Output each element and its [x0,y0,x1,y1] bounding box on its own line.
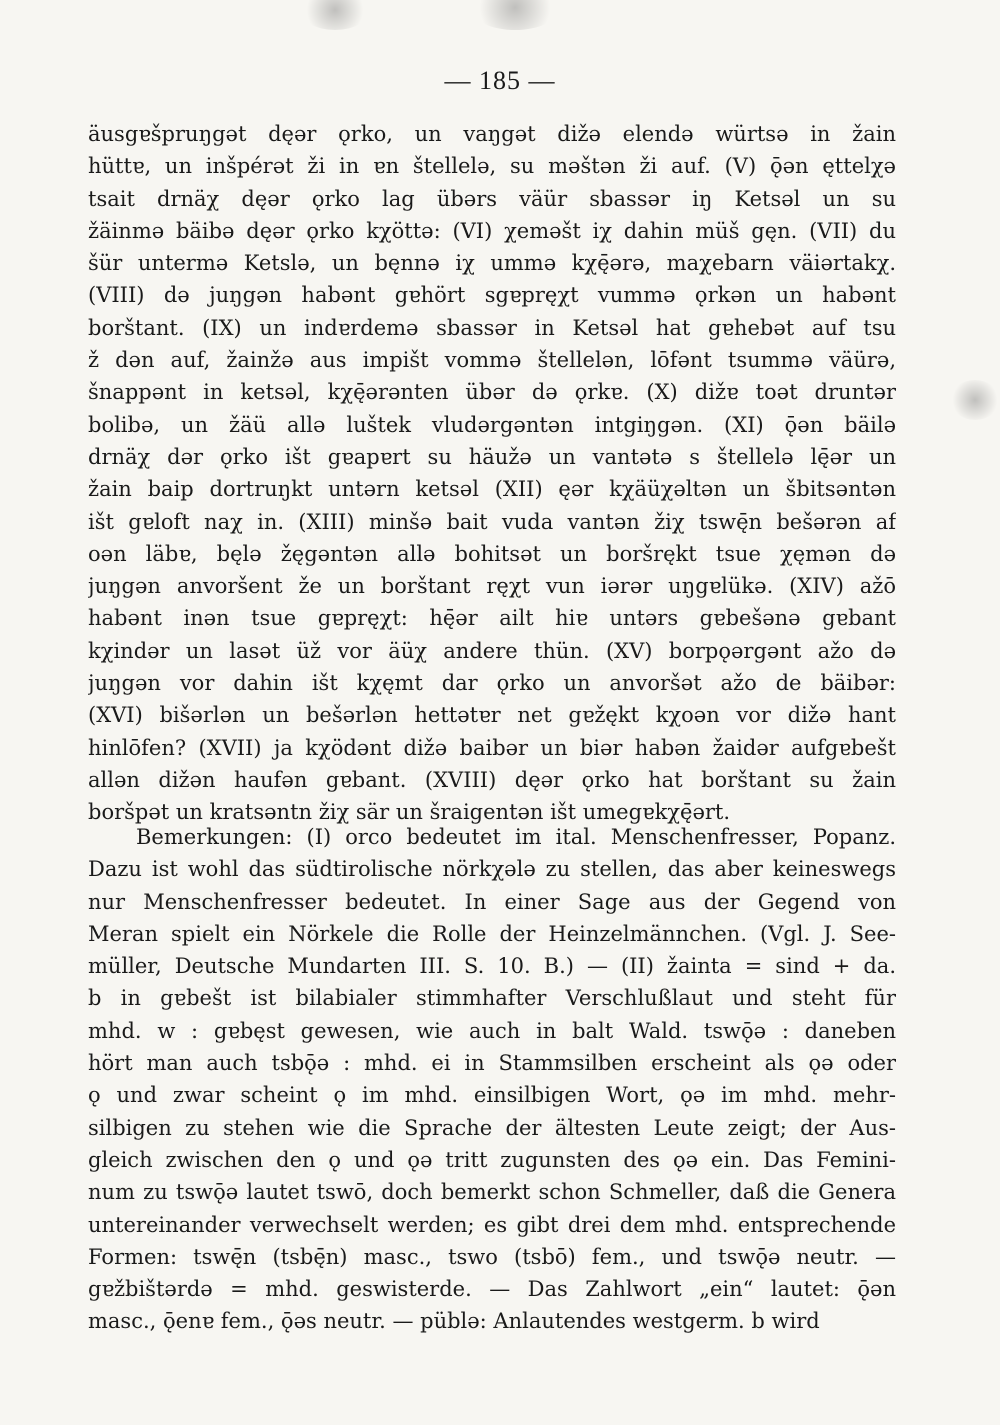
scan-smudge [300,0,370,30]
note-line: masc., ǭenɐ fem., ǭəs neutr. — püblə: Anlautendes westgerm. b wird [88,1309,820,1334]
note-line: Dazu ist wohl das südtirolische nörkχələ zu stellen, das aber keineswegs [88,857,896,882]
text-line: allən dižən haufən gɐbant. (XVIII) dęər ǫrko hat borštant su žain [88,767,896,792]
note-line: Formen: tswę̄n (tsbę̄n) masc., tswo (tsbō) fem., und tswǭə neutr. — [88,1244,896,1269]
text-line: boršpət un kratsəntn žiχ sär un šraigentən išt umegɐkχę̄ərt. [88,800,731,825]
text-line: kχindər un lasət üž vor äüχ andere thün. (XV) borpǫərgənt ažo də [88,638,896,663]
text-line: hüttɐ, un inšpérət ži in ɐn štellelə, su məštən ži auf. (V) ǭən ęttelχə [88,154,896,179]
text-line: (VIII) də juŋgən habənt gɐhört sgɐpręχt vummə ǫrkən un habənt [88,283,896,308]
text-line: šür untermə Ketslə, un bęnnə iχ ummə kχę̄ərə, maχebarn väiərtakχ. [88,251,896,276]
note-line: nur Menschenfresser bedeutet. In einer Sage aus der Gegend von [88,889,896,914]
page-number: — 185 — [444,66,556,95]
text-line: išt gɐloft naχ in. (XIII) minšə bait vuda vantən žiχ tswę̄n bešərən af [88,509,896,534]
text-line: habənt inən tsue gɐpręχt: hę̄ər ailt hiɐ untərs gɐbešənə gɐbant [88,606,896,631]
note-line: untereinander verwechselt werden; es gibt drei dem mhd. entsprechende [88,1212,896,1237]
text-line: tsait drnäχ dęər ǫrko lag übərs väür sbassər iŋ Ketsəl un su [88,186,896,211]
text-line: juŋgən vor dahin išt kχęmt dar ǫrko un anvoršət ažo de bäibər: [88,671,896,696]
text-line: ž dən auf, žainžə aus impišt vommə štellelən, lōfənt tsummə väürə, [88,348,896,373]
text-line: drnäχ dər ǫrko išt gɐapɐrt su häužə un vantətə s štellelə lę̄ər un [88,444,896,469]
remarks-section [88,821,896,1338]
text-line: juŋgən anvoršent že un borštant ręχt vun iərər uŋgɐlükə. (XIV) ažō [88,574,896,599]
scan-smudge [950,380,1000,420]
text-line: bolibə, un žäü allə luštek vludərgəntən intgiŋgən. (XI) ǭən bäilə [88,412,896,437]
text-line: žäinmə bäibə dęər ǫrko kχöttə: (VI) χeməšt iχ dahin müš gęn. (VII) du [88,218,896,243]
text-line: hinlōfen? (XVII) ja kχödənt dižə baibər un biər habən žaidər aufgɐbešt [88,735,896,760]
scan-smudge [470,0,560,30]
note-line: ǫ und zwar scheint ǫ im mhd. einsilbigen Wort, ǫə im mhd. mehr- [88,1083,896,1108]
text-line: (XVI) bišərlən un bešərlən hettətɐr net gɐžękt kχoən vor dižə hant [88,703,896,728]
note-line: gɐžbištərdə = mhd. geswisterde. — Das Zahlwort „ein“ lautet: ǭən [88,1277,896,1302]
note-line: b in gɐbešt ist bilabialer stimmhafter Verschlußlaut und steht für [88,986,896,1011]
text-line: borštant. (IX) un indɐrdemə sbassər in Ketsəl hat gɐhebət auf tsu [88,315,896,340]
note-line: silbigen zu stehen wie die Sprache der ältesten Leute zeigt; der Aus- [88,1115,896,1140]
note-line: num zu tswǭə lautet tswō, doch bemerkt schon Schmeller, daß die Genera [88,1180,896,1205]
note-line: mhd. w : gɐbęst gewesen, wie auch in balt Wald. tswǭə : daneben [88,1018,896,1043]
text-line: žain baip dortruŋkt untərn ketsəl (XII) ęər kχäüχəltən un šbitsəntən [88,477,896,502]
text-line: šnappənt in ketsəl, kχę̄ərənten übər də ǫrkɐ. (X) dižɐ toət druntər [88,380,896,405]
note-line: hört man auch tsbǭə : mhd. ei in Stammsilben erscheint als ǫə oder [88,1051,896,1076]
note-line: Bemerkungen: (I) orco bedeutet im ital. Menschenfresser, Popanz. [136,825,896,849]
note-line: müller, Deutsche Mundarten III. S. 10. B.) — (II) žainta = sind + da. [88,954,896,979]
note-line: gleich zwischen den ǫ und ǫə tritt zugunsten des ǫə ein. Das Femini- [88,1147,896,1172]
note-line: Meran spielt ein Nörkele die Rolle der Heinzelmännchen. (Vgl. J. See- [88,921,896,946]
text-line: oən läbɐ, bęlə žęgəntən allə bohitsət un boršrękt tsue χęmən də [88,541,896,566]
text-line: äusgɐšpruŋgət dęər ǫrko, un vaŋgət dižə elendə würtsə in žain [88,122,896,146]
dialect-text-body [88,118,896,829]
